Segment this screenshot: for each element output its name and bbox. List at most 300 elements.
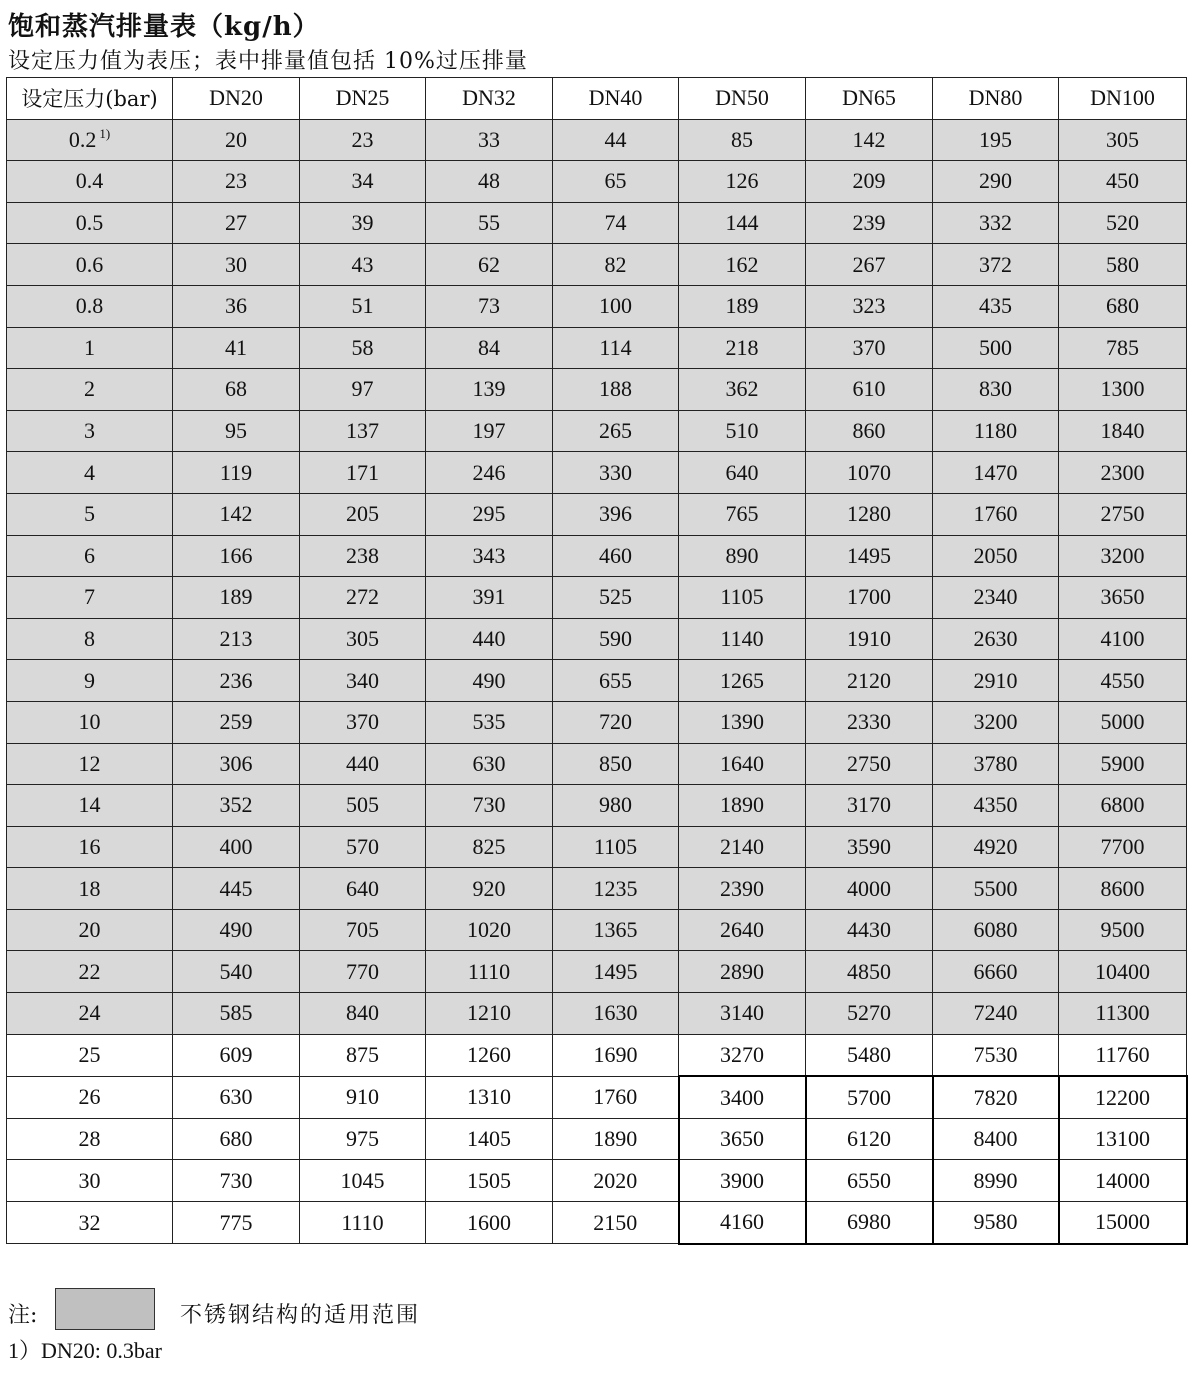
pressure-cell — [7, 161, 173, 203]
value-cell-dn80: 2630 — [933, 618, 1059, 660]
value-cell-dn100: 1300 — [1059, 369, 1187, 411]
value-cell-dn32: 1260 — [426, 1034, 553, 1076]
pressure-value: 14 — [78, 792, 101, 818]
pressure-value: 12 — [78, 750, 101, 776]
value-cell-dn20: 445 — [173, 868, 300, 910]
table-row — [7, 244, 1187, 286]
value-cell-dn50: 1640 — [679, 743, 806, 785]
value-cell-dn50: 126 — [679, 161, 806, 203]
value-cell-dn50: 85 — [679, 119, 806, 161]
value-cell-dn25: 705 — [300, 909, 426, 951]
value-cell-dn20: 490 — [173, 909, 300, 951]
value-cell-dn80: 4920 — [933, 826, 1059, 868]
value-cell-dn65: 209 — [806, 161, 933, 203]
value-cell-dn65: 323 — [806, 285, 933, 327]
value-cell-dn32: 391 — [426, 577, 553, 619]
value-cell-dn20: 68 — [173, 369, 300, 411]
value-cell-dn80: 6660 — [933, 951, 1059, 993]
pressure-cell — [7, 577, 173, 619]
pressure-cell — [7, 993, 173, 1035]
value-cell-dn65: 2750 — [806, 743, 933, 785]
value-cell-dn25: 340 — [300, 660, 426, 702]
value-cell-dn32: 55 — [426, 202, 553, 244]
value-cell-dn25: 43 — [300, 244, 426, 286]
pressure-value: 18 — [78, 875, 101, 901]
value-cell-dn100: 6800 — [1059, 785, 1187, 827]
value-cell-dn80: 195 — [933, 119, 1059, 161]
value-cell-dn65: 5480 — [806, 1034, 933, 1076]
table-body — [7, 119, 1187, 1244]
pressure-value: 24 — [78, 1000, 101, 1026]
value-cell-dn65: 4430 — [806, 909, 933, 951]
value-cell-dn80: 9580 — [933, 1202, 1059, 1244]
value-cell-dn100: 680 — [1059, 285, 1187, 327]
value-cell-dn20: 352 — [173, 785, 300, 827]
value-cell-dn50: 640 — [679, 452, 806, 494]
value-cell-dn65: 3590 — [806, 826, 933, 868]
pressure-cell — [7, 618, 173, 660]
value-cell-dn25: 975 — [300, 1118, 426, 1160]
value-cell-dn20: 306 — [173, 743, 300, 785]
value-cell-dn50: 3650 — [679, 1118, 806, 1160]
value-cell-dn40: 655 — [553, 660, 679, 702]
value-cell-dn20: 236 — [173, 660, 300, 702]
value-cell-dn25: 370 — [300, 701, 426, 743]
value-cell-dn25: 910 — [300, 1076, 426, 1118]
value-cell-dn32: 343 — [426, 535, 553, 577]
value-cell-dn50: 890 — [679, 535, 806, 577]
footnote: 1）DN20: 0.3bar — [8, 1338, 162, 1363]
value-cell-dn80: 372 — [933, 244, 1059, 286]
value-cell-dn100: 785 — [1059, 327, 1187, 369]
table-row — [7, 1034, 1187, 1076]
value-cell-dn100: 11760 — [1059, 1034, 1187, 1076]
value-cell-dn80: 290 — [933, 161, 1059, 203]
value-cell-dn32: 62 — [426, 244, 553, 286]
value-cell-dn80: 435 — [933, 285, 1059, 327]
value-cell-dn50: 144 — [679, 202, 806, 244]
value-cell-dn100: 11300 — [1059, 993, 1187, 1035]
value-cell-dn25: 840 — [300, 993, 426, 1035]
value-cell-dn32: 295 — [426, 493, 553, 535]
value-cell-dn50: 510 — [679, 410, 806, 452]
pressure-cell — [7, 285, 173, 327]
value-cell-dn32: 246 — [426, 452, 553, 494]
value-cell-dn100: 8600 — [1059, 868, 1187, 910]
value-cell-dn25: 440 — [300, 743, 426, 785]
value-cell-dn100: 580 — [1059, 244, 1187, 286]
value-cell-dn100: 13100 — [1059, 1118, 1187, 1160]
value-cell-dn65: 370 — [806, 327, 933, 369]
value-cell-dn50: 362 — [679, 369, 806, 411]
value-cell-dn25: 39 — [300, 202, 426, 244]
value-cell-dn65: 6980 — [806, 1202, 933, 1244]
value-cell-dn40: 460 — [553, 535, 679, 577]
value-cell-dn80: 3780 — [933, 743, 1059, 785]
value-cell-dn100: 10400 — [1059, 951, 1187, 993]
pressure-cell — [7, 743, 173, 785]
pressure-value: 0.2 — [68, 127, 97, 153]
value-cell-dn80: 6080 — [933, 909, 1059, 951]
value-cell-dn40: 1690 — [553, 1034, 679, 1076]
pressure-value: 0.4 — [75, 168, 104, 194]
value-cell-dn20: 259 — [173, 701, 300, 743]
value-cell-dn50: 162 — [679, 244, 806, 286]
value-cell-dn40: 1890 — [553, 1118, 679, 1160]
pressure-cell — [7, 701, 173, 743]
pressure-value: 28 — [78, 1126, 101, 1152]
value-cell-dn32: 535 — [426, 701, 553, 743]
value-cell-dn20: 142 — [173, 493, 300, 535]
pressure-cell — [7, 535, 173, 577]
pressure-cell — [7, 868, 173, 910]
value-cell-dn80: 7240 — [933, 993, 1059, 1035]
table-row — [7, 161, 1187, 203]
table-row — [7, 577, 1187, 619]
value-cell-dn40: 265 — [553, 410, 679, 452]
table-row — [7, 369, 1187, 411]
value-cell-dn50: 765 — [679, 493, 806, 535]
value-cell-dn100: 2300 — [1059, 452, 1187, 494]
value-cell-dn20: 36 — [173, 285, 300, 327]
pressure-value: 16 — [78, 833, 101, 859]
value-cell-dn32: 1110 — [426, 951, 553, 993]
pressure-value: 3 — [84, 418, 95, 444]
value-cell-dn100: 14000 — [1059, 1160, 1187, 1202]
value-cell-dn25: 23 — [300, 119, 426, 161]
value-cell-dn40: 1105 — [553, 826, 679, 868]
pressure-cell — [7, 1118, 173, 1160]
value-cell-dn40: 114 — [553, 327, 679, 369]
value-cell-dn80: 4350 — [933, 785, 1059, 827]
table-row — [7, 826, 1187, 868]
value-cell-dn20: 630 — [173, 1076, 300, 1118]
value-cell-dn65: 4850 — [806, 951, 933, 993]
pressure-cell — [7, 1076, 173, 1118]
header-row — [7, 78, 1187, 120]
value-cell-dn40: 100 — [553, 285, 679, 327]
value-cell-dn32: 1310 — [426, 1076, 553, 1118]
value-cell-dn32: 1600 — [426, 1202, 553, 1244]
header-dn100: DN100 — [1059, 78, 1187, 120]
value-cell-dn80: 8990 — [933, 1160, 1059, 1202]
header-dn25: DN25 — [300, 78, 426, 120]
value-cell-dn100: 305 — [1059, 119, 1187, 161]
value-cell-dn80: 2340 — [933, 577, 1059, 619]
pressure-cell — [7, 909, 173, 951]
value-cell-dn20: 585 — [173, 993, 300, 1035]
value-cell-dn32: 1505 — [426, 1160, 553, 1202]
legend-text: 不锈钢结构的适用范围 — [180, 1303, 421, 1328]
value-cell-dn40: 65 — [553, 161, 679, 203]
value-cell-dn20: 775 — [173, 1202, 300, 1244]
value-cell-dn100: 3650 — [1059, 577, 1187, 619]
value-cell-dn65: 610 — [806, 369, 933, 411]
pressure-value: 8 — [84, 626, 95, 652]
value-cell-dn100: 1840 — [1059, 410, 1187, 452]
table-row — [7, 1160, 1187, 1202]
pressure-cell — [7, 369, 173, 411]
pressure-cell — [7, 1160, 173, 1202]
value-cell-dn40: 720 — [553, 701, 679, 743]
value-cell-dn25: 1045 — [300, 1160, 426, 1202]
pressure-value: 10 — [78, 709, 101, 735]
value-cell-dn32: 73 — [426, 285, 553, 327]
value-cell-dn50: 3900 — [679, 1160, 806, 1202]
pressure-value: 32 — [78, 1209, 101, 1235]
value-cell-dn100: 12200 — [1059, 1076, 1187, 1118]
value-cell-dn50: 2390 — [679, 868, 806, 910]
value-cell-dn65: 1700 — [806, 577, 933, 619]
table-row — [7, 119, 1187, 161]
value-cell-dn50: 2140 — [679, 826, 806, 868]
value-cell-dn40: 1365 — [553, 909, 679, 951]
value-cell-dn25: 238 — [300, 535, 426, 577]
pressure-value: 0.5 — [75, 210, 104, 236]
value-cell-dn40: 850 — [553, 743, 679, 785]
table-row — [7, 993, 1187, 1035]
table-row — [7, 1202, 1187, 1244]
value-cell-dn25: 570 — [300, 826, 426, 868]
value-cell-dn20: 189 — [173, 577, 300, 619]
pressure-cell — [7, 1202, 173, 1244]
header-dn65: DN65 — [806, 78, 933, 120]
pressure-value: 30 — [78, 1167, 101, 1193]
value-cell-dn32: 1210 — [426, 993, 553, 1035]
value-cell-dn20: 730 — [173, 1160, 300, 1202]
value-cell-dn25: 97 — [300, 369, 426, 411]
header-set-pressure: 设定压力(bar) — [7, 78, 173, 120]
value-cell-dn65: 1495 — [806, 535, 933, 577]
pressure-cell — [7, 202, 173, 244]
pressure-value: 25 — [78, 1042, 101, 1068]
table-row — [7, 1118, 1187, 1160]
footnote-marker: 1) — [99, 126, 111, 142]
value-cell-dn20: 119 — [173, 452, 300, 494]
pressure-value: 22 — [78, 958, 101, 984]
value-cell-dn50: 3140 — [679, 993, 806, 1035]
pressure-value: 6 — [84, 542, 95, 568]
pressure-value: 2 — [84, 376, 95, 402]
value-cell-dn25: 58 — [300, 327, 426, 369]
value-cell-dn65: 6120 — [806, 1118, 933, 1160]
value-cell-dn65: 860 — [806, 410, 933, 452]
value-cell-dn80: 7530 — [933, 1034, 1059, 1076]
value-cell-dn32: 825 — [426, 826, 553, 868]
pressure-value: 5 — [84, 501, 95, 527]
value-cell-dn25: 171 — [300, 452, 426, 494]
value-cell-dn100: 5000 — [1059, 701, 1187, 743]
table-row — [7, 535, 1187, 577]
steam-capacity-table — [6, 77, 1188, 1245]
value-cell-dn32: 1405 — [426, 1118, 553, 1160]
value-cell-dn65: 1280 — [806, 493, 933, 535]
value-cell-dn25: 51 — [300, 285, 426, 327]
value-cell-dn20: 400 — [173, 826, 300, 868]
value-cell-dn80: 830 — [933, 369, 1059, 411]
table-row — [7, 909, 1187, 951]
table-row — [7, 868, 1187, 910]
value-cell-dn20: 20 — [173, 119, 300, 161]
value-cell-dn20: 166 — [173, 535, 300, 577]
value-cell-dn40: 980 — [553, 785, 679, 827]
value-cell-dn20: 41 — [173, 327, 300, 369]
header-dn80: DN80 — [933, 78, 1059, 120]
value-cell-dn65: 142 — [806, 119, 933, 161]
table-row — [7, 743, 1187, 785]
value-cell-dn50: 189 — [679, 285, 806, 327]
table-row — [7, 285, 1187, 327]
value-cell-dn25: 205 — [300, 493, 426, 535]
value-cell-dn40: 590 — [553, 618, 679, 660]
note-label: 注: — [8, 1303, 38, 1328]
value-cell-dn80: 500 — [933, 327, 1059, 369]
value-cell-dn80: 3200 — [933, 701, 1059, 743]
pressure-cell — [7, 244, 173, 286]
pressure-cell — [7, 493, 173, 535]
pressure-cell — [7, 452, 173, 494]
value-cell-dn32: 197 — [426, 410, 553, 452]
pressure-value: 0.6 — [75, 251, 104, 277]
value-cell-dn25: 34 — [300, 161, 426, 203]
pressure-value: 1 — [84, 334, 95, 360]
table-row — [7, 618, 1187, 660]
value-cell-dn40: 396 — [553, 493, 679, 535]
page-subtitle: 设定压力值为表压；表中排量值包括 10%过压排量 — [8, 49, 528, 74]
value-cell-dn25: 1110 — [300, 1202, 426, 1244]
table-row — [7, 410, 1187, 452]
value-cell-dn100: 3200 — [1059, 535, 1187, 577]
value-cell-dn25: 770 — [300, 951, 426, 993]
value-cell-dn25: 640 — [300, 868, 426, 910]
pressure-cell — [7, 119, 173, 161]
table-row — [7, 493, 1187, 535]
pressure-cell — [7, 660, 173, 702]
value-cell-dn100: 2750 — [1059, 493, 1187, 535]
table-row — [7, 327, 1187, 369]
value-cell-dn65: 267 — [806, 244, 933, 286]
value-cell-dn100: 5900 — [1059, 743, 1187, 785]
header-dn32: DN32 — [426, 78, 553, 120]
value-cell-dn80: 7820 — [933, 1076, 1059, 1118]
value-cell-dn20: 540 — [173, 951, 300, 993]
value-cell-dn80: 2910 — [933, 660, 1059, 702]
value-cell-dn40: 82 — [553, 244, 679, 286]
pressure-value: 7 — [84, 584, 95, 610]
value-cell-dn25: 272 — [300, 577, 426, 619]
value-cell-dn40: 2020 — [553, 1160, 679, 1202]
value-cell-dn50: 1265 — [679, 660, 806, 702]
value-cell-dn65: 2330 — [806, 701, 933, 743]
value-cell-dn65: 5700 — [806, 1076, 933, 1118]
page-title: 饱和蒸汽排量表（kg/h） — [8, 12, 320, 42]
value-cell-dn100: 450 — [1059, 161, 1187, 203]
value-cell-dn50: 2640 — [679, 909, 806, 951]
pressure-cell — [7, 1034, 173, 1076]
value-cell-dn40: 1235 — [553, 868, 679, 910]
table-row — [7, 785, 1187, 827]
value-cell-dn40: 188 — [553, 369, 679, 411]
value-cell-dn20: 95 — [173, 410, 300, 452]
value-cell-dn100: 9500 — [1059, 909, 1187, 951]
value-cell-dn100: 4550 — [1059, 660, 1187, 702]
value-cell-dn65: 2120 — [806, 660, 933, 702]
value-cell-dn65: 6550 — [806, 1160, 933, 1202]
value-cell-dn50: 1390 — [679, 701, 806, 743]
value-cell-dn65: 4000 — [806, 868, 933, 910]
value-cell-dn50: 4160 — [679, 1202, 806, 1244]
pressure-value: 26 — [78, 1084, 101, 1110]
pressure-value: 4 — [84, 459, 95, 485]
value-cell-dn25: 505 — [300, 785, 426, 827]
value-cell-dn40: 1760 — [553, 1076, 679, 1118]
value-cell-dn80: 1470 — [933, 452, 1059, 494]
value-cell-dn50: 1105 — [679, 577, 806, 619]
value-cell-dn25: 875 — [300, 1034, 426, 1076]
value-cell-dn40: 1630 — [553, 993, 679, 1035]
table-row — [7, 701, 1187, 743]
value-cell-dn20: 27 — [173, 202, 300, 244]
value-cell-dn20: 680 — [173, 1118, 300, 1160]
value-cell-dn80: 8400 — [933, 1118, 1059, 1160]
value-cell-dn20: 30 — [173, 244, 300, 286]
value-cell-dn40: 1495 — [553, 951, 679, 993]
value-cell-dn40: 74 — [553, 202, 679, 244]
pressure-value: 9 — [84, 667, 95, 693]
pressure-cell — [7, 951, 173, 993]
value-cell-dn40: 2150 — [553, 1202, 679, 1244]
value-cell-dn20: 609 — [173, 1034, 300, 1076]
value-cell-dn32: 490 — [426, 660, 553, 702]
value-cell-dn100: 520 — [1059, 202, 1187, 244]
header-dn50: DN50 — [679, 78, 806, 120]
value-cell-dn100: 15000 — [1059, 1202, 1187, 1244]
value-cell-dn40: 44 — [553, 119, 679, 161]
value-cell-dn80: 5500 — [933, 868, 1059, 910]
value-cell-dn20: 23 — [173, 161, 300, 203]
value-cell-dn50: 2890 — [679, 951, 806, 993]
value-cell-dn32: 440 — [426, 618, 553, 660]
value-cell-dn80: 1760 — [933, 493, 1059, 535]
value-cell-dn100: 7700 — [1059, 826, 1187, 868]
value-cell-dn32: 1020 — [426, 909, 553, 951]
value-cell-dn65: 1070 — [806, 452, 933, 494]
value-cell-dn40: 330 — [553, 452, 679, 494]
value-cell-dn32: 630 — [426, 743, 553, 785]
header-dn40: DN40 — [553, 78, 679, 120]
value-cell-dn80: 2050 — [933, 535, 1059, 577]
table-row — [7, 1076, 1187, 1118]
value-cell-dn50: 1890 — [679, 785, 806, 827]
value-cell-dn80: 1180 — [933, 410, 1059, 452]
value-cell-dn32: 730 — [426, 785, 553, 827]
value-cell-dn50: 218 — [679, 327, 806, 369]
pressure-cell — [7, 785, 173, 827]
value-cell-dn65: 3170 — [806, 785, 933, 827]
table-row — [7, 660, 1187, 702]
value-cell-dn32: 920 — [426, 868, 553, 910]
value-cell-dn25: 137 — [300, 410, 426, 452]
value-cell-dn50: 3270 — [679, 1034, 806, 1076]
pressure-cell — [7, 410, 173, 452]
pressure-value: 20 — [78, 917, 101, 943]
value-cell-dn65: 239 — [806, 202, 933, 244]
table-row — [7, 951, 1187, 993]
value-cell-dn50: 3400 — [679, 1076, 806, 1118]
header-dn20: DN20 — [173, 78, 300, 120]
value-cell-dn32: 33 — [426, 119, 553, 161]
value-cell-dn65: 1910 — [806, 618, 933, 660]
